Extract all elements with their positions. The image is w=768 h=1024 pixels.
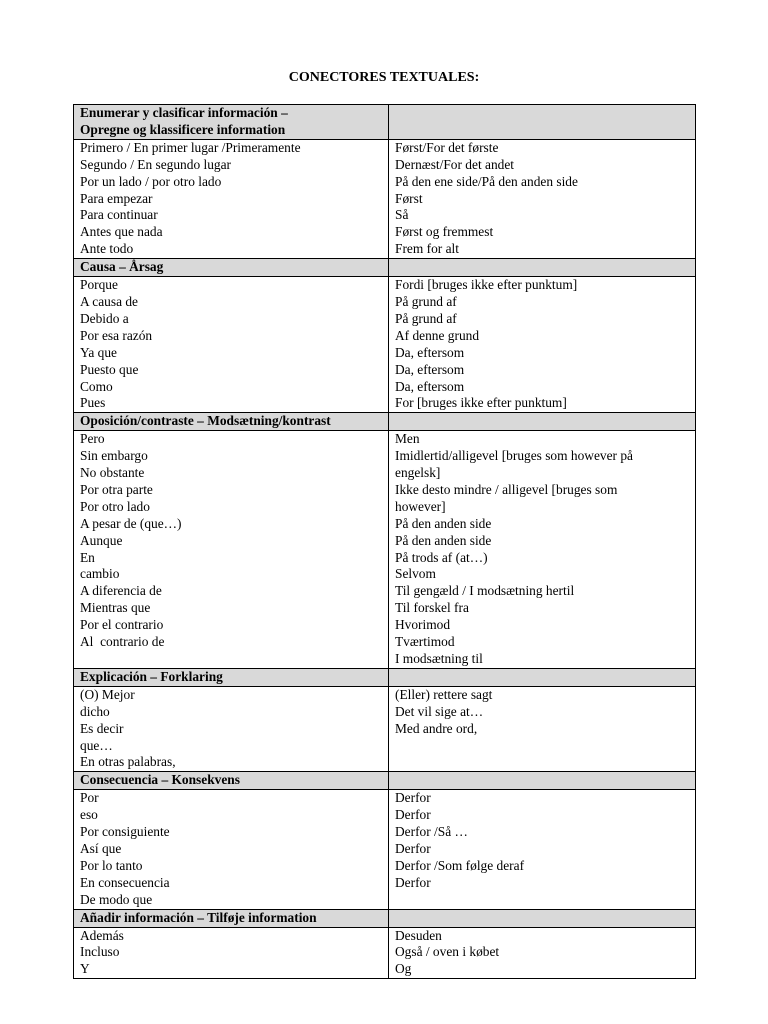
spanish-connector: que… <box>80 737 113 753</box>
spanish-connector: eso <box>80 807 98 823</box>
spanish-connector: Ya que <box>80 344 117 360</box>
danish-connector: Derfor <box>395 790 431 806</box>
danish-connector: Derfor <box>395 874 431 890</box>
section-title-line: Opregne og klassificere information <box>80 121 286 137</box>
spanish-connector: En <box>80 549 95 565</box>
danish-connector: På grund af <box>395 293 457 309</box>
danish-connector: Derfor <box>395 840 431 856</box>
spanish-cell <box>74 431 389 669</box>
danish-connector: Dernæst/For det andet <box>395 156 515 172</box>
spanish-connector: Por <box>80 790 99 806</box>
danish-connector: Da, eftersom <box>395 378 465 394</box>
section-header-enumerar <box>74 105 696 140</box>
spanish-connector: Porque <box>80 277 118 293</box>
spanish-connector: No obstante <box>80 465 145 481</box>
spanish-connector: Por otro lado <box>80 498 150 514</box>
spanish-connector: Por consiguiente <box>80 824 170 840</box>
section-body-causa <box>74 277 696 413</box>
spanish-connector: Mientras que <box>80 600 151 616</box>
danish-connector: Derfor /Så … <box>395 824 468 840</box>
danish-connector: Da, eftersom <box>395 344 465 360</box>
spanish-connector: Sin embargo <box>80 448 148 464</box>
spanish-connector: Incluso <box>80 944 120 960</box>
section-header-anadir <box>74 909 696 927</box>
spanish-connector: Al contrario de <box>80 634 165 650</box>
danish-connector: Også / oven i købet <box>395 944 500 960</box>
section-title-line: Explicación – Forklaring <box>80 668 223 684</box>
danish-cell <box>389 927 696 979</box>
section-title-cell <box>74 413 389 431</box>
spanish-connector: (O) Mejor <box>80 686 135 702</box>
connectors-table-body <box>74 105 696 979</box>
spanish-connector: Antes que nada <box>80 224 163 240</box>
danish-connector: Først <box>395 190 423 206</box>
spanish-connector: Ante todo <box>80 241 134 257</box>
spanish-connector: En otras palabras, <box>80 754 176 770</box>
danish-connector: engelsk] <box>395 465 441 481</box>
danish-cell <box>389 790 696 909</box>
spanish-connector: Para empezar <box>80 190 153 206</box>
danish-connector: Fordi [bruges ikke efter punktum] <box>395 277 578 293</box>
spanish-connector: A causa de <box>80 293 139 309</box>
danish-cell <box>389 277 696 413</box>
spanish-connector: Por otra parte <box>80 481 153 497</box>
section-title-empty-cell <box>389 668 696 686</box>
spanish-connector: Como <box>80 378 113 394</box>
danish-connector: Til gengæld / I modsætning hertil <box>395 583 575 599</box>
danish-connector: Hvorimod <box>395 617 451 633</box>
section-header-explicacion <box>74 668 696 686</box>
spanish-connector: Por esa razón <box>80 327 153 343</box>
spanish-connector: Por el contrario <box>80 617 164 633</box>
spanish-connector: A diferencia de <box>80 583 162 599</box>
section-header-oposicion <box>74 413 696 431</box>
section-title-cell <box>74 772 389 790</box>
spanish-cell <box>74 139 389 258</box>
spanish-connector: En consecuencia <box>80 874 170 890</box>
danish-connector: (Eller) rettere sagt <box>395 686 493 702</box>
section-body-explicacion <box>74 686 696 772</box>
danish-connector: Først/For det første <box>395 139 499 155</box>
spanish-connector: Puesto que <box>80 361 139 377</box>
section-body-oposicion <box>74 431 696 669</box>
section-title-empty-cell <box>389 772 696 790</box>
danish-connector: Derfor /Som følge deraf <box>395 857 525 873</box>
danish-connector: På grund af <box>395 310 457 326</box>
spanish-cell <box>74 790 389 909</box>
danish-connector: Selvom <box>395 566 436 582</box>
danish-connector: For [bruges ikke efter punktum] <box>395 395 567 411</box>
danish-cell <box>389 431 696 669</box>
section-title-cell <box>74 259 389 277</box>
danish-connector: Til forskel fra <box>395 600 469 616</box>
danish-connector: På trods af (at…) <box>395 549 488 565</box>
danish-connector: Af denne grund <box>395 327 480 343</box>
section-title-cell <box>74 909 389 927</box>
danish-connector: Først og fremmest <box>395 224 494 240</box>
danish-connector: Det vil sige at… <box>395 703 484 719</box>
danish-connector: Derfor <box>395 807 431 823</box>
danish-cell <box>389 139 696 258</box>
danish-connector: Da, eftersom <box>395 361 465 377</box>
spanish-connector: De modo que <box>80 891 153 907</box>
danish-connector: Med andre ord, <box>395 720 478 736</box>
spanish-cell <box>74 277 389 413</box>
danish-connector: Ikke desto mindre / alligevel [bruges som <box>395 481 618 497</box>
section-body-consecuencia <box>74 790 696 909</box>
section-title-line: Consecuencia – Konsekvens <box>80 772 240 788</box>
danish-connector: På den anden side <box>395 532 492 548</box>
danish-connector: I modsætning til <box>395 651 483 666</box>
danish-connector: Og <box>395 961 412 977</box>
connectors-table <box>73 104 696 979</box>
danish-connector: Desuden <box>395 927 442 943</box>
section-body-anadir <box>74 927 696 979</box>
spanish-connector: Y <box>80 961 90 977</box>
spanish-connector: Aunque <box>80 532 123 548</box>
spanish-connector: Para continuar <box>80 207 158 223</box>
section-body-enumerar <box>74 139 696 258</box>
spanish-connector: Pero <box>80 431 105 447</box>
danish-connector: Men <box>395 431 420 447</box>
spanish-connector: Primero / En primer lugar /Primeramente <box>80 139 301 155</box>
section-title-empty-cell <box>389 105 696 140</box>
spanish-connector: dicho <box>80 703 110 719</box>
section-header-causa <box>74 259 696 277</box>
danish-cell <box>389 686 696 772</box>
spanish-connector: Debido a <box>80 310 129 326</box>
section-title-empty-cell <box>389 909 696 927</box>
section-title-cell <box>74 668 389 686</box>
section-header-consecuencia <box>74 772 696 790</box>
section-title-cell <box>74 105 389 140</box>
spanish-connector: Por lo tanto <box>80 857 143 873</box>
spanish-connector: Pues <box>80 395 106 411</box>
danish-connector: Tværtimod <box>395 634 455 650</box>
spanish-connector: Segundo / En segundo lugar <box>80 156 231 172</box>
danish-connector: Imidlertid/alligevel [bruges som however på <box>395 448 633 464</box>
page-title: CONECTORES TEXTUALES: <box>288 70 480 85</box>
section-title-line: Causa – Årsag <box>80 259 164 275</box>
spanish-connector: Es decir <box>80 720 124 736</box>
section-title-line: Enumerar y clasificar información – <box>80 105 288 120</box>
danish-connector: Så <box>395 207 409 223</box>
spanish-connector: Además <box>80 927 124 943</box>
spanish-connector: A pesar de (que…) <box>80 515 182 531</box>
spanish-connector: Por un lado / por otro lado <box>80 173 222 189</box>
danish-connector: På den ene side/På den anden side <box>395 173 578 189</box>
danish-connector: På den anden side <box>395 515 492 531</box>
spanish-connector: Así que <box>80 840 122 856</box>
spanish-cell <box>74 927 389 979</box>
section-title-empty-cell <box>389 413 696 431</box>
spanish-cell <box>74 686 389 772</box>
section-title-empty-cell <box>389 259 696 277</box>
spanish-connector: cambio <box>80 566 120 582</box>
section-title-line: Añadir información – Tilføje information <box>80 909 317 925</box>
danish-connector: however] <box>395 498 446 514</box>
section-title-line: Oposición/contraste – Modsætning/kontrast <box>80 413 331 429</box>
danish-connector: Frem for alt <box>395 241 459 257</box>
